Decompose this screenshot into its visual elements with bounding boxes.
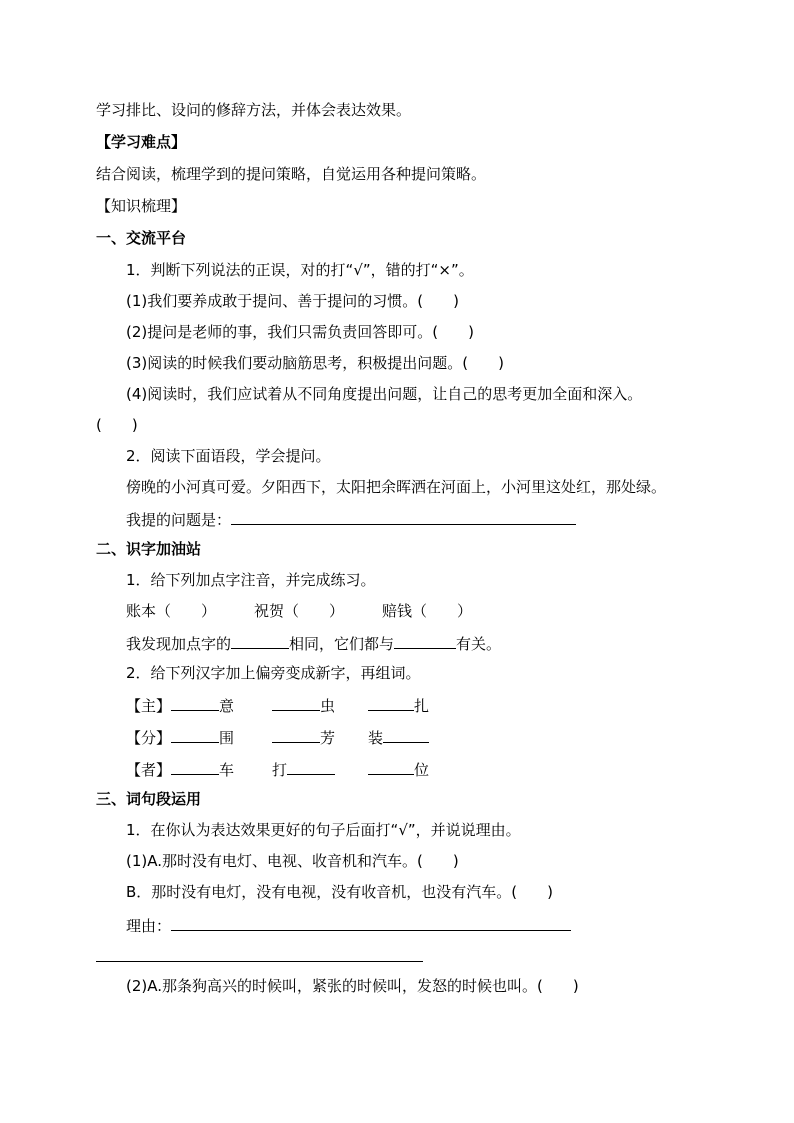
radical-char: 车: [219, 761, 235, 779]
pinyin-item-3: 赔钱（ ）: [382, 602, 473, 620]
radical-row-2-cell-3: [368, 726, 429, 748]
my-question-blank[interactable]: [231, 508, 576, 525]
radical-blank[interactable]: [272, 726, 320, 743]
judge-item-4-paren: ( ): [96, 416, 138, 434]
radical-row-3: [126, 758, 234, 780]
intro-line-2: 结合阅读，梳理学到的提问策略，自觉运用各种提问策略。: [96, 165, 487, 183]
pinyin-item-2: 祝贺（ ）: [254, 602, 345, 620]
difficulty-heading: 【学习难点】: [96, 133, 187, 151]
discover-text-a: 我发现加点字的: [126, 635, 232, 653]
radical-row-1-cell-2: [272, 694, 335, 716]
radical-blank[interactable]: [368, 758, 414, 775]
section-3-question-1: 1．在你认为表达效果更好的句子后面打“√”，并说说理由。: [126, 821, 521, 839]
radical-key: 【者】: [126, 761, 172, 779]
discover-blank-1[interactable]: [231, 632, 289, 649]
radical-row-2-cell-2: [272, 726, 335, 748]
radical-char: 打: [272, 761, 288, 779]
pinyin-item-1: 账本（ ）: [126, 602, 217, 620]
section-2-heading: 二、识字加油站: [96, 540, 202, 558]
section-1-heading: 一、交流平台: [96, 229, 187, 247]
knowledge-heading: 【知识梳理】: [96, 197, 187, 215]
section-2-question-1: 1．给下列加点字注音，并完成练习。: [126, 571, 376, 589]
discover-blank-2[interactable]: [394, 632, 456, 649]
discover-row: [126, 632, 501, 654]
radical-char: 扎: [414, 697, 430, 715]
choice-1b: B．那时没有电灯，没有电视，没有收音机，也没有汽车。( ): [126, 883, 553, 901]
radical-char: 围: [219, 729, 235, 747]
intro-line-1: 学习排比、设问的修辞方法，并体会表达效果。: [96, 101, 412, 119]
radical-row-1-cell-3: [368, 694, 429, 716]
section-1-question-1: 1．判断下列说法的正误，对的打“√”，错的打“×”。: [126, 261, 474, 279]
radical-blank[interactable]: [171, 758, 219, 775]
radical-char: 虫: [320, 697, 336, 715]
radical-blank[interactable]: [171, 726, 219, 743]
radical-blank[interactable]: [272, 694, 320, 711]
radical-blank[interactable]: [383, 726, 429, 743]
radical-row-2: [126, 726, 234, 748]
judge-item-1: (1)我们要养成敢于提问、善于提问的习惯。( ): [126, 292, 459, 310]
reason-continuation-line: [96, 961, 423, 962]
choice-2a: (2)A.那条狗高兴的时候叫，紧张的时候叫，发怒的时候也叫。( ): [126, 977, 579, 995]
choice-1a: (1)A.那时没有电灯、电视、收音机和汽车。( ): [126, 852, 459, 870]
reason-row: [126, 914, 571, 936]
radical-blank[interactable]: [368, 694, 414, 711]
radical-blank[interactable]: [287, 758, 335, 775]
radical-key: 【分】: [126, 729, 172, 747]
radical-char: 意: [219, 697, 235, 715]
discover-text-c: 有关。: [456, 635, 502, 653]
radical-key: 【主】: [126, 697, 172, 715]
discover-text-b: 相同，它们都与: [289, 635, 395, 653]
section-1-question-2: 2．阅读下面语段，学会提问。: [126, 447, 331, 465]
my-question-label: 我提的问题是：: [126, 511, 232, 529]
radical-char: 装: [368, 729, 384, 747]
reading-passage: 傍晚的小河真可爱。夕阳西下，太阳把余晖洒在河面上，小河里这处红，那处绿。: [126, 478, 667, 496]
section-3-heading: 三、词句段运用: [96, 790, 202, 808]
radical-row-3-cell-3: [368, 758, 429, 780]
radical-char: 位: [414, 761, 430, 779]
radical-row-3-cell-2: [272, 758, 335, 780]
my-question-row: [126, 508, 576, 530]
reason-blank[interactable]: [171, 914, 571, 931]
radical-row-1: [126, 694, 234, 716]
judge-item-3: (3)阅读的时候我们要动脑筋思考，积极提出问题。( ): [126, 354, 504, 372]
reason-label: 理由：: [126, 917, 172, 935]
judge-item-2: (2)提问是老师的事，我们只需负责回答即可。( ): [126, 323, 474, 341]
section-2-question-2: 2．给下列汉字加上偏旁变成新字，再组词。: [126, 664, 421, 682]
judge-item-4: (4)阅读时，我们应试着从不同角度提出问题，让自己的思考更加全面和深入。: [126, 385, 643, 403]
radical-blank[interactable]: [171, 694, 219, 711]
radical-char: 芳: [320, 729, 336, 747]
